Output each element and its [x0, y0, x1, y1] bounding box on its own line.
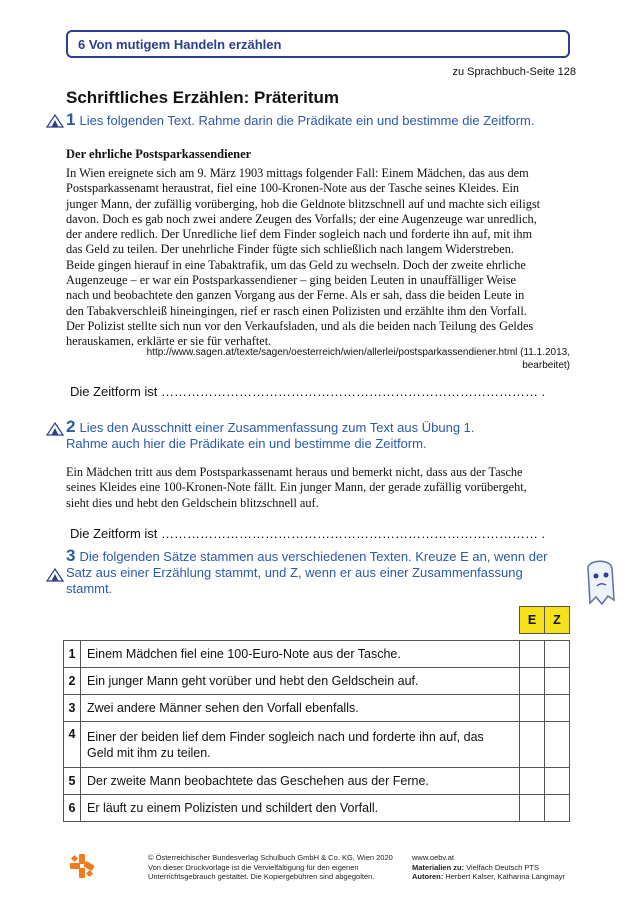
- checkbox-e[interactable]: [520, 641, 545, 668]
- task-2: [66, 419, 475, 452]
- row-sentence-line-2: Geld mit ihm zu teilen.: [87, 745, 211, 760]
- row-number: 2: [64, 668, 81, 695]
- checkbox-e[interactable]: [520, 768, 545, 795]
- materials-value: Vielfach Deutsch PTS: [466, 862, 540, 872]
- chapter-header: [66, 30, 570, 58]
- task-1-number: 1: [66, 110, 76, 129]
- table-row: [64, 695, 570, 722]
- checkbox-z[interactable]: [545, 795, 570, 822]
- exercise-table: [63, 606, 570, 822]
- story-line: davon. Doch es gab noch zwei andere Zeugen des Vorfalls; der eine Augenzeuge war unredlich,: [66, 211, 537, 226]
- row-number: 6: [64, 795, 81, 822]
- task-3-number: 3: [66, 546, 76, 565]
- row-sentence: Der zweite Mann beobachtete das Geschehen aus der Ferne.: [81, 768, 520, 795]
- zeitform-line-2[interactable]: Die Zeitform ist …………………………………………………………………………… .: [70, 526, 546, 541]
- row-sentence: Ein junger Mann geht vorüber und hebt den Geldschein auf.: [81, 668, 520, 695]
- task-2-number: 2: [66, 417, 76, 436]
- footer-copyright-line-2: Von dieser Druckvorlage ist die Vervielfältigung für den eigenen: [148, 862, 359, 872]
- checkbox-e[interactable]: [520, 795, 545, 822]
- chapter-title: 6 Von mutigem Handeln erzählen: [78, 37, 282, 52]
- task-3-line-1: Die folgenden Sätze stammen aus verschiedenen Texten. Kreuze E an, wenn der: [79, 549, 548, 564]
- checkbox-e[interactable]: [520, 722, 545, 768]
- footer-copyright: [148, 853, 393, 882]
- story-text: [66, 166, 586, 350]
- row-sentence-line-1: Einer der beiden lief dem Finder sogleich nach und forderte ihn auf, das: [87, 729, 484, 744]
- task-1: [66, 112, 534, 129]
- story-line: In Wien ereignete sich am 9. März 1903 mittags folgender Fall: Einem Mädchen, das aus dem: [66, 166, 529, 180]
- checkbox-e[interactable]: [520, 695, 545, 722]
- ghost-mascot-icon: [580, 558, 620, 608]
- checkbox-z[interactable]: [545, 768, 570, 795]
- story-source-note: bearbeitet): [522, 360, 570, 371]
- story-line: herauskamen, erklärte er sie für verhaftet.: [66, 334, 272, 349]
- table-row: [64, 668, 570, 695]
- difficulty-triangle-icon: [46, 568, 64, 582]
- story-line: der andere redlich. Der Unredliche lief dem Finder sogleich nach und forderte ihn auf, mit ihm: [66, 227, 533, 242]
- story-source: [100, 346, 570, 372]
- story-line: den Tabakverschleiß hineingingen, rief er rasch einen Polizisten und erzählte ihm den Vorfall.: [66, 303, 527, 318]
- difficulty-triangle-icon: [46, 114, 64, 128]
- story-heading: Der ehrliche Postsparkassendiener: [66, 147, 252, 161]
- difficulty-triangle-icon: [46, 422, 64, 436]
- task-1-text: Lies folgenden Text. Rahme darin die Prädikate ein und bestimme die Zeitform.: [79, 113, 535, 128]
- story-line: Beide gingen hierauf in eine Tabaktrafik, um das Geld zu wechseln. Doch der zweite ehrliche: [66, 257, 526, 272]
- row-sentence: Einem Mädchen fiel eine 100-Euro-Note aus der Tasche.: [81, 641, 520, 668]
- summary-line: sieht dies und hebt den Geldschein blitzschnell auf.: [66, 495, 319, 510]
- oebv-star-logo: [68, 852, 96, 880]
- story-line: junger Mann, der zufällig vorüberging, hob die Geldnote blitzschnell auf und machte sich eiligst: [66, 196, 541, 211]
- column-z-header: Z: [545, 607, 570, 634]
- table-row: [64, 641, 570, 668]
- story-line: Augenzeuge – er war ein Postsparkassendiener – ging beiden Leuten in unauffälliger Weise: [66, 273, 516, 288]
- footer-copyright-line-1: © Österreichischer Bundesverlag Schulbuch GmbH & Co. KG, Wien 2020: [148, 853, 393, 862]
- footer-copyright-line-3: Unterrichtsgebrauch gestattet. Die Kopiergebühren sind abgegolten.: [148, 872, 375, 881]
- summary-line: Ein Mädchen tritt aus dem Postsparkassenamt heraus und bemerkt nicht, dass aus der Tasche: [66, 465, 523, 479]
- checkbox-z[interactable]: [545, 668, 570, 695]
- story-line: Der Polizist stellte sich nun vor den Verkaufsladen, und als die beiden nach Teilung des Geldes: [66, 318, 534, 333]
- row-number: 5: [64, 768, 81, 795]
- checkbox-e[interactable]: [520, 668, 545, 695]
- page-title: Schriftliches Erzählen: Präteritum: [66, 88, 340, 107]
- story-line: das Geld zu teilen. Der unehrliche Finder fügte sich schließlich nach langem Widerstreben.: [66, 242, 514, 257]
- zeitform-line-1[interactable]: Die Zeitform ist …………………………………………………………………………… .: [70, 384, 546, 399]
- footer-publisher: [412, 853, 565, 882]
- row-sentence: Er läuft zu einem Polizisten und schildert den Vorfall.: [81, 795, 520, 822]
- task-2-line-2: Rahme auch hier die Prädikate ein und bestimme die Zeitform.: [66, 436, 427, 451]
- row-number: 3: [64, 695, 81, 722]
- row-sentence: Zwei andere Männer sehen den Vorfall ebenfalls.: [81, 695, 520, 722]
- table-row: [64, 795, 570, 822]
- summary-line: seines Kleides eine 100-Kronen-Note fällt. Ein junger Mann, der gerade zufällig vorübergeht,: [66, 480, 527, 495]
- column-e-header: E: [520, 607, 545, 634]
- checkbox-z[interactable]: [545, 722, 570, 768]
- row-sentence: [81, 722, 520, 768]
- row-number: 1: [64, 641, 81, 668]
- story-line: nach und beobachtete den ganzen Vorgang aus der Ferne. Als er sah, dass die beiden Leute in: [66, 288, 525, 303]
- task-2-line-1: Lies den Ausschnitt einer Zusammenfassung zum Text aus Übung 1.: [79, 420, 475, 435]
- task-3: [66, 548, 548, 597]
- row-number: 4: [64, 722, 81, 768]
- task-3-line-2: Satz aus einer Erzählung stammt, und Z, wenn er aus einer Zusammenfassung: [66, 565, 523, 580]
- table-row: [64, 722, 570, 768]
- checkbox-z[interactable]: [545, 641, 570, 668]
- task-3-line-3: stammt.: [66, 581, 113, 596]
- summary-text: [66, 465, 586, 511]
- story-source-url: http://www.sagen.at/texte/sagen/oesterreich/wien/allerlei/postsparkassendiener.html (11.1.2013,: [146, 347, 570, 358]
- table-header-row: [64, 607, 570, 634]
- authors-value: Herbert Kalser, Katharina Langmayr: [445, 872, 565, 881]
- materials-label: Materialien zu:: [412, 862, 465, 872]
- table-row: [64, 768, 570, 795]
- authors-label: Autoren:: [412, 872, 444, 881]
- publisher-url[interactable]: www.oebv.at: [412, 853, 454, 862]
- checkbox-z[interactable]: [545, 695, 570, 722]
- textbook-reference: zu Sprachbuch-Seite 128: [452, 66, 576, 78]
- story-line: Postsparkassenamt heraustrat, fiel eine 100-Kronen-Note aus der Tasche seines Kleides. Ein: [66, 181, 520, 196]
